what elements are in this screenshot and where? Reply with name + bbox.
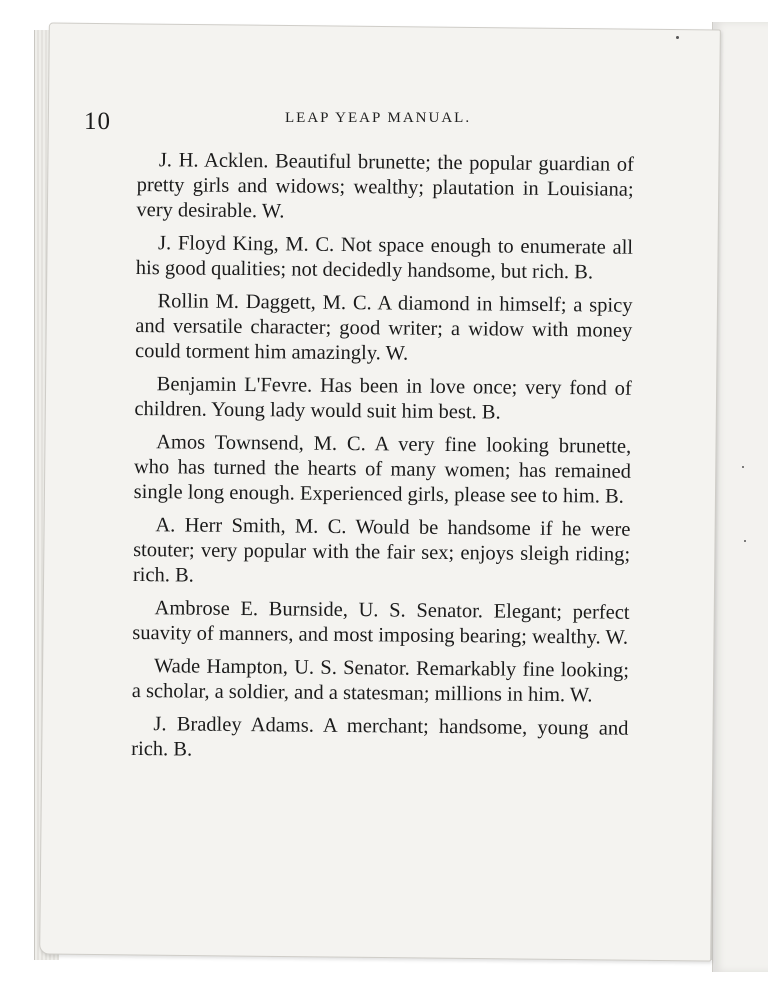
- running-head: LEAP YEAP MANUAL.: [285, 110, 472, 126]
- list-item: J. H. Acklen. Beautiful brunette; the popular guardian of pretty girls and widows; wealthy; plautation in Louisiana; very desirable. W.: [136, 149, 634, 223]
- list-item: Ambrose E. Burnside, U. S. Senator. Elegant; perfect suavity of manners, and most imposing bearing; wealthy. W.: [132, 597, 630, 649]
- list-item: J. Floyd King, M. C. Not space enough to enumerate all his good qualities; not decidedly handsome, but rich. B.: [135, 232, 634, 284]
- list-item: Benjamin L'Fevre. Has been in love once; very fond of children. Young lady would suit him best. B.: [134, 373, 632, 424]
- page-number: 10: [84, 108, 111, 135]
- list-item: J. Bradley Adams. A merchant; handsome, young and rich. B.: [131, 713, 629, 761]
- list-item: A. Herr Smith, M. C. Would be handsome if he were stouter; very popular with the fair sex; enjoys sleigh riding; rich. B.: [132, 514, 631, 587]
- facing-page-edge: [712, 22, 768, 972]
- paper-speck: [742, 466, 744, 468]
- paper-speck: [744, 540, 746, 542]
- list-item: Wade Hampton, U. S. Senator. Remarkably fine looking; a scholar, a soldier, and a statesman; millions in him. W.: [131, 655, 630, 707]
- list-item: Rollin M. Daggett, M. C. A diamond in himself; a spicy and versatile character; good writer; a widow with money could torment him amazingly. W.: [134, 290, 633, 365]
- list-item: Amos Townsend, M. C. A very fine looking brunette, who has turned the hearts of many women; has remained single long enough. Experienced girls, please see to him. B.: [133, 431, 632, 508]
- paper-speck: [676, 36, 679, 39]
- entry-list: [131, 148, 634, 775]
